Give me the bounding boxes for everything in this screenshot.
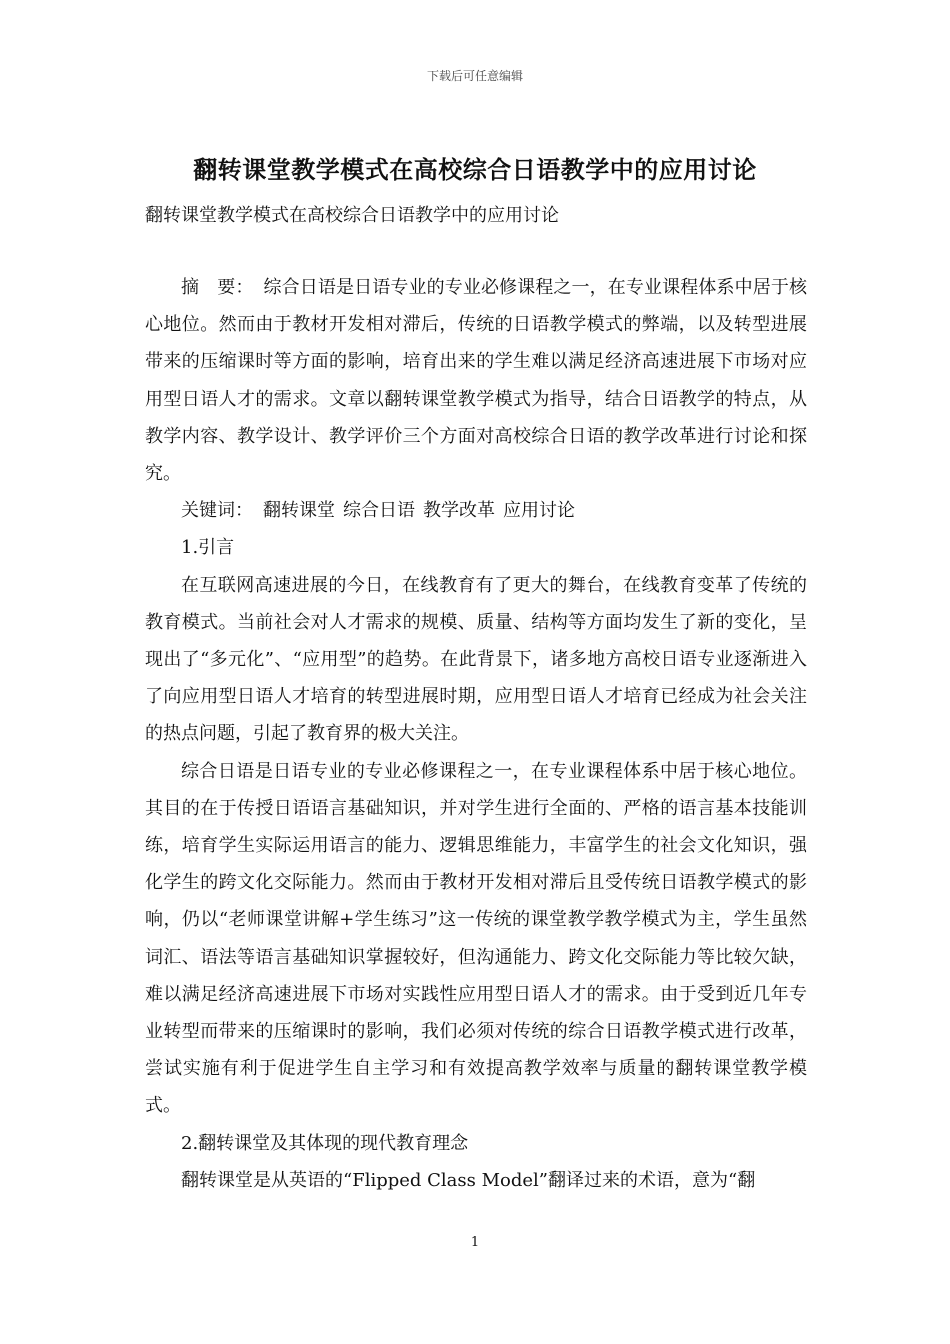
section-heading-flipped-classroom: 2.翻转课堂及其体现的现代教育理念: [181, 1132, 469, 1154]
keyword-item: 翻转课堂: [263, 500, 335, 522]
document-body: [145, 269, 807, 1199]
keyword-item: 应用讨论: [503, 500, 575, 522]
section-heading-introduction: 1.引言: [181, 537, 235, 559]
abstract-text: 综合日语是日语专业的专业必修课程之一，在专业课程体系中居于核心地位。然而由于教材开发相对滞后，传统的日语教学模式的弊端，以及转型进展带来的压缩课时等方面的影响，培育出来的学生难以满足经济高速进展下市场对应用型日语人才的需求。文章以翻转课堂教学模式为指导，结合日语教学的特点，从教学内容、教学设计、教学评价三个方面对高校综合日语的教学改革进行讨论和探究。: [145, 277, 807, 485]
keyword-item: 综合日语: [343, 500, 415, 522]
paragraph: 综合日语是日语专业的专业必修课程之一，在专业课程体系中居于核心地位。其目的在于传授日语语言基础知识，并对学生进行全面的、严格的语言基本技能训练，培育学生实际运用语言的能力、逻辑思维能力，丰富学生的社会文化知识，强化学生的跨文化交际能力。然而由于教材开发相对滞后且受传统日语教学模式的影响，仍以“老师课堂讲解+学生练习”这一传统的课堂教学教学模式为主，学生虽然词汇、语法等语言基础知识掌握较好，但沟通能力、跨文化交际能力等比较欠缺，难以满足经济高速进展下市场对实践性应用型日语人才的需求。由于受到近几年专业转型而带来的压缩课时的影响，我们必须对传统的综合日语教学模式进行改革，尝试实施有利于促进学生自主学习和有效提高教学效率与质量的翻转课堂教学模式。: [145, 760, 807, 1117]
document-subtitle: 翻转课堂教学模式在高校综合日语教学中的应用讨论: [145, 205, 559, 226]
header-note: 下载后可任意编辑: [426, 69, 523, 83]
keyword-item: 教学改革: [423, 500, 495, 522]
paragraph: 翻转课堂是从英语的“Flipped Class Model”翻译过来的术语，意为“翻: [181, 1169, 756, 1191]
keywords-label: 关键词：: [181, 500, 253, 522]
keywords: [145, 492, 807, 529]
abstract-label: 摘 要：: [181, 277, 254, 298]
paragraph: 在互联网高速进展的今日，在线教育有了更大的舞台，在线教育变革了传统的教育模式。当前社会对人才需求的规模、质量、结构等方面均发生了新的变化，呈现出了“多元化”、“应用型”的趋势。在此背景下，诸多地方高校日语专业逐渐进入了向应用型日语人才培育的转型进展时期，应用型日语人才培育已经成为社会关注的热点问题，引起了教育界的极大关注。: [145, 574, 807, 745]
document-title: 翻转课堂教学模式在高校综合日语教学中的应用讨论: [193, 155, 757, 184]
abstract: [145, 269, 807, 492]
page-number: 1: [470, 1235, 480, 1250]
